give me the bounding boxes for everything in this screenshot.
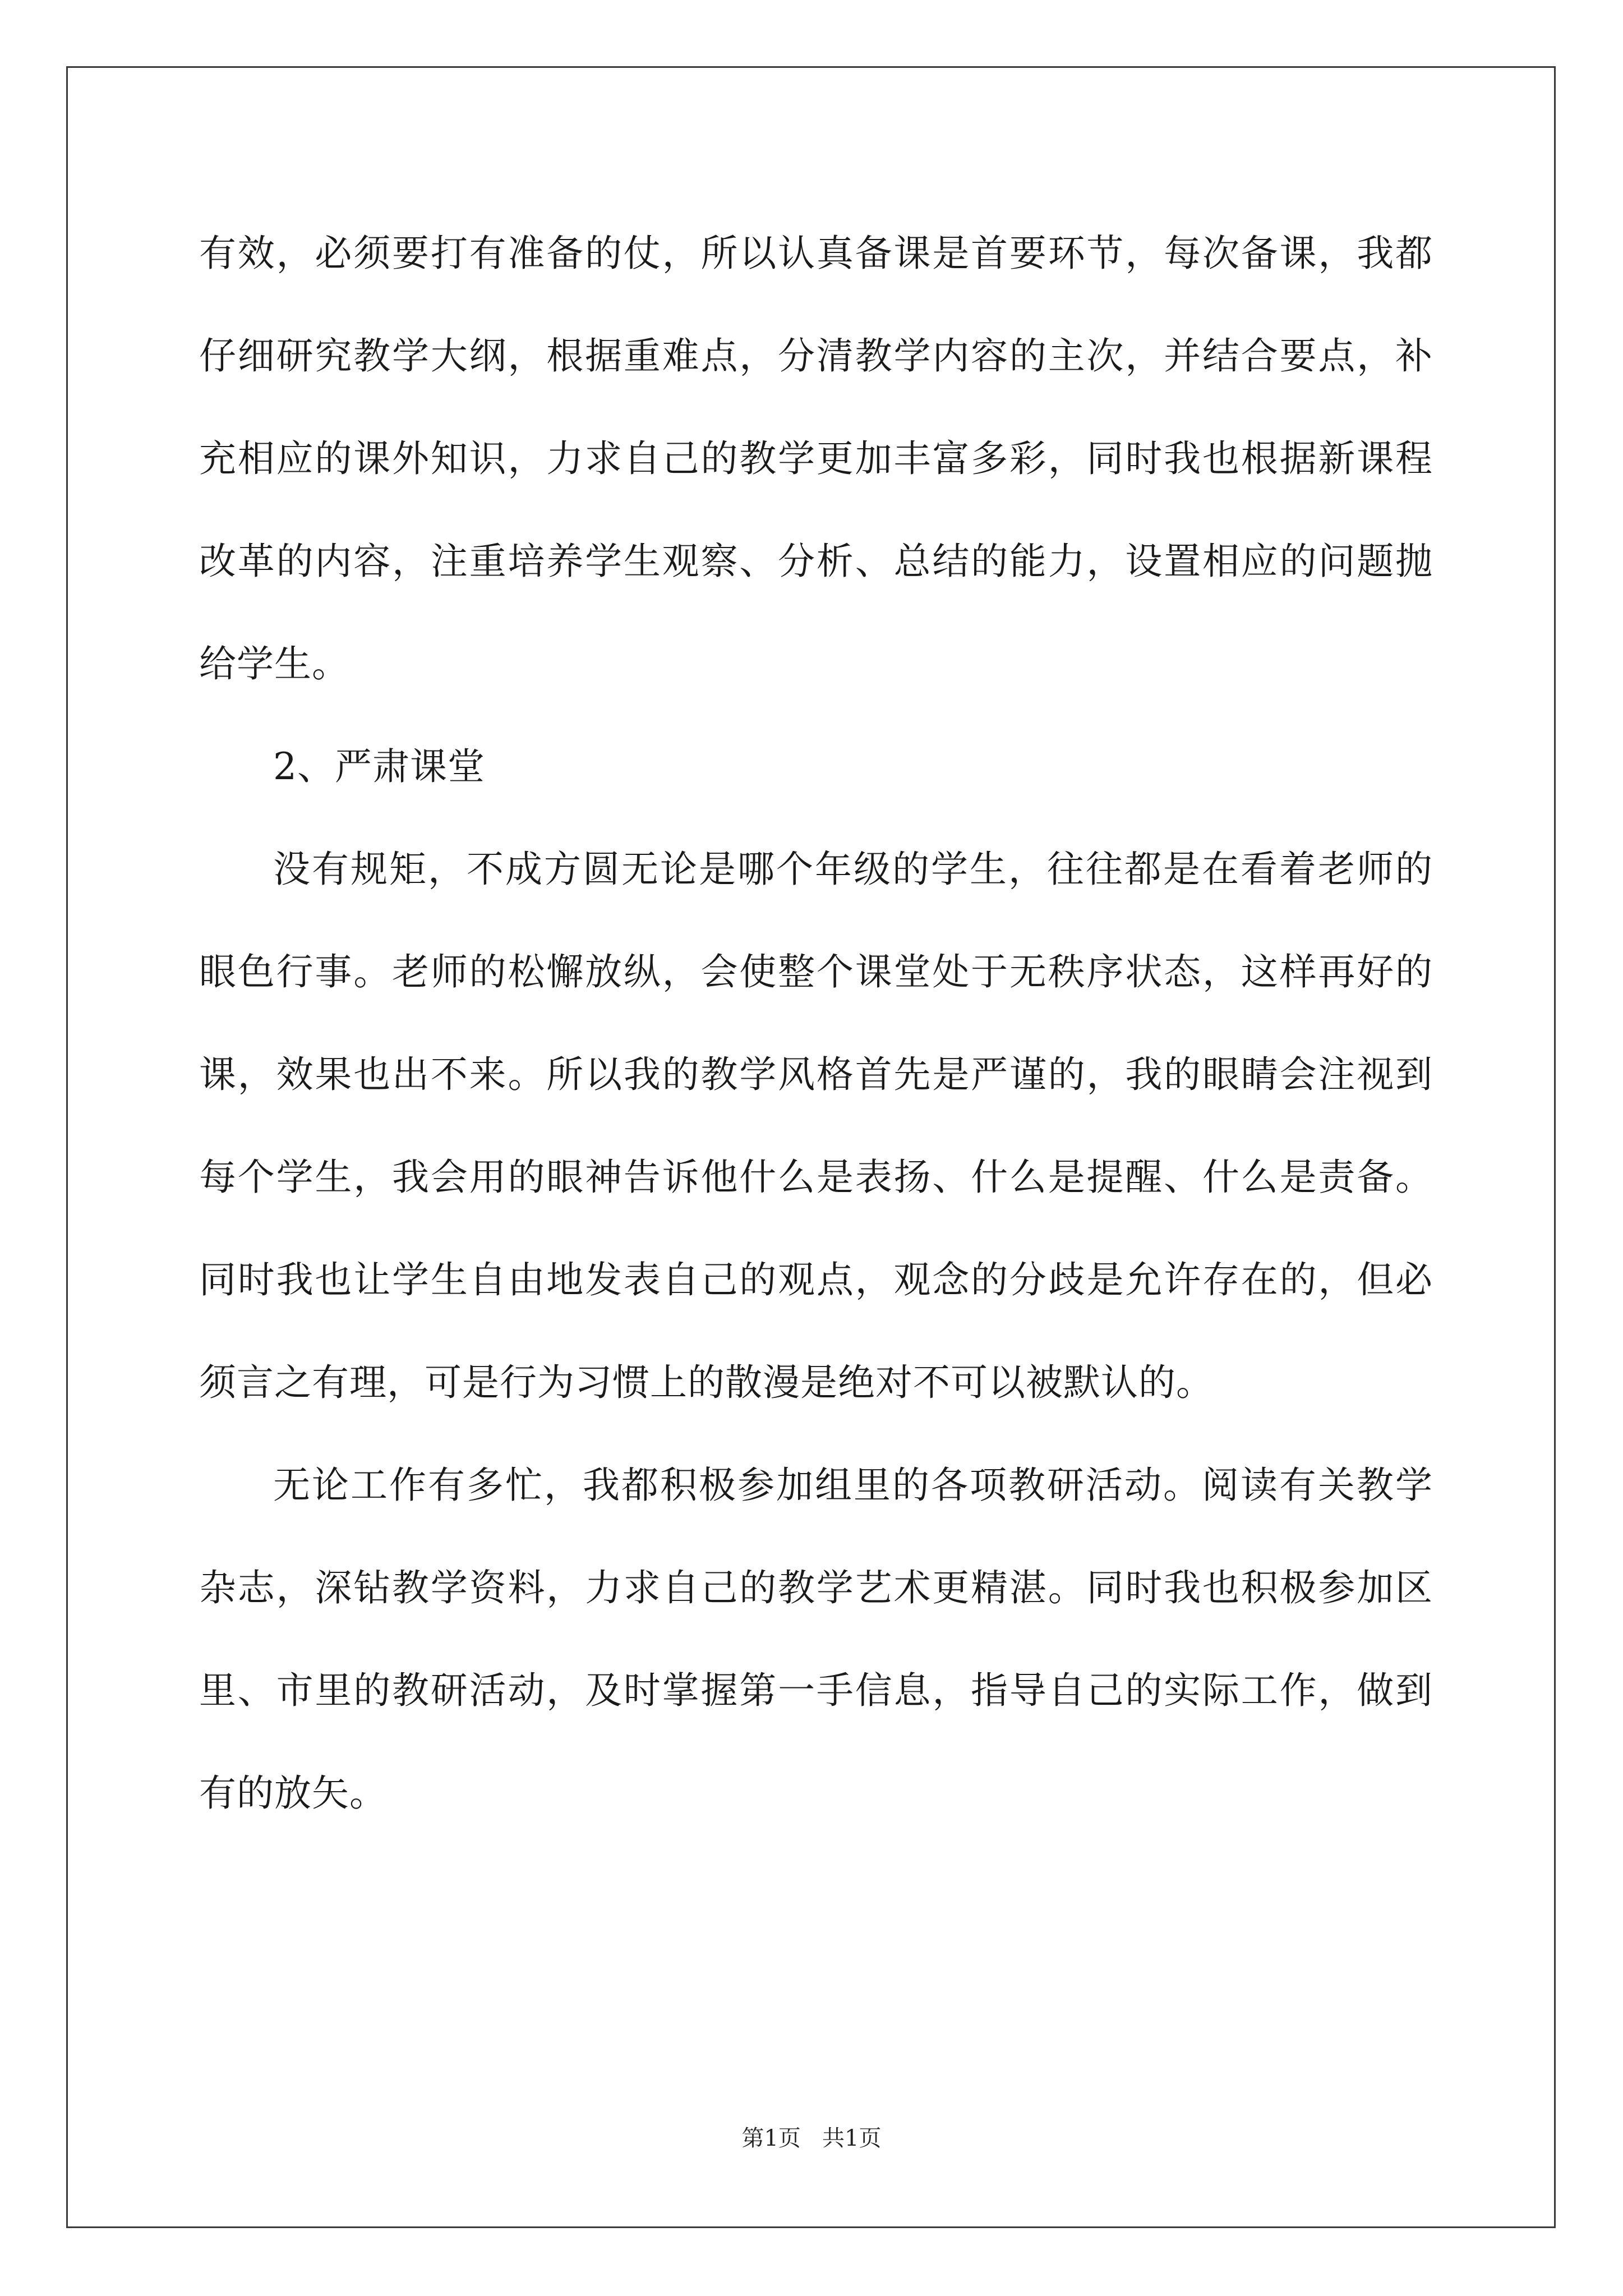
document-body [199,202,1433,1844]
paragraph-2: 没有规矩，不成方圆无论是哪个年级的学生，往往都是在看着老师的眼色行事。老师的松懈放纵，会使整个课堂处于无秩序状态，这样再好的课，效果也出不来。所以我的教学风格首先是严谨的，我的眼睛会注视到每个学生，我会用的眼神告诉他什么是表扬、什么是提醒、什么是责备。同时我也让学生自由地发表自己的观点，观念的分歧是允许存在的，但必须言之有理，可是行为习惯上的散漫是绝对不可以被默认的。 [199,848,1433,1404]
page-footer: 第1页 共1页 [741,2125,882,2151]
paragraph-1: 有效，必须要打有准备的仗，所以认真备课是首要环节，每次备课，我都仔细研究教学大纲，根据重难点，分清教学内容的主次，并结合要点，补充相应的课外知识，力求自己的教学更加丰富多彩，同时我也根据新课程改革的内容，注重培养学生观察、分析、总结的能力，设置相应的问题抛给学生。 [199,232,1433,685]
paragraph-3: 无论工作有多忙，我都积极参加组里的各项教研活动。阅读有关教学杂志，深钻教学资料，力求自己的教学艺术更精湛。同时我也积极参加区里、市里的教研活动，及时掌握第一手信息，指导自己的实际工作，做到有的放矢。 [199,1464,1433,1815]
section-heading: 2、严肃课堂 [273,745,485,788]
